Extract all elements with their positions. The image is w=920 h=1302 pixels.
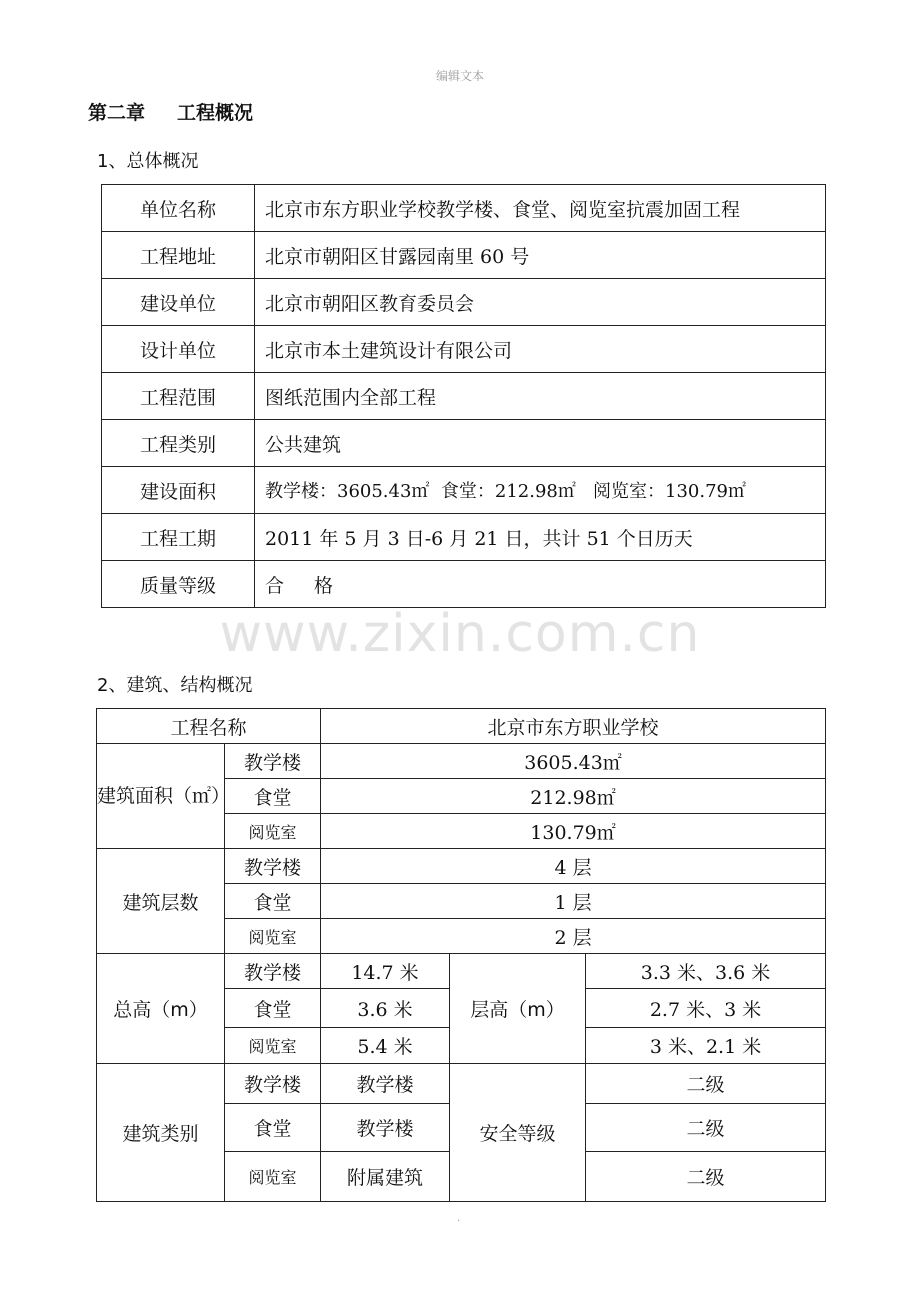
structure-table	[96, 708, 826, 1202]
table-row	[102, 279, 826, 326]
building-name: 教学楼	[225, 954, 321, 989]
building-name: 阅览室	[225, 814, 321, 849]
table-row	[102, 420, 826, 467]
total-height-value: 14.7 米	[321, 954, 450, 989]
site-watermark: www.zixin.com.cn	[219, 604, 701, 664]
building-name: 教学楼	[225, 1064, 321, 1104]
total-height-value: 5.4 米	[321, 1028, 450, 1064]
building-name: 阅览室	[225, 919, 321, 954]
table-row	[102, 373, 826, 420]
safety-grade-value: 二级	[586, 1104, 826, 1152]
floor-height-value: 3.3 米、3.6 米	[586, 954, 826, 989]
project-name-value: 北京市东方职业学校	[321, 709, 826, 744]
floor-height-label: 层高（m）	[450, 954, 586, 1064]
area-group-label: 建筑面积（㎡）	[97, 744, 225, 849]
building-name: 食堂	[225, 884, 321, 919]
floors-group-label: 建筑层数	[97, 849, 225, 954]
building-name: 阅览室	[225, 1028, 321, 1064]
table-row	[102, 467, 826, 514]
section-heading-structure: 2、建筑、结构概况	[97, 675, 253, 696]
table-row	[102, 514, 826, 561]
chapter-title: 工程概况	[177, 102, 254, 124]
row-value: 北京市本土建筑设计有限公司	[255, 326, 826, 373]
building-name: 阅览室	[225, 1152, 321, 1202]
row-label: 单位名称	[102, 185, 255, 232]
table-row	[102, 232, 826, 279]
row-label: 工程类别	[102, 420, 255, 467]
row-value: 教学楼：3605.43㎡ 食堂：212.98㎡ 阅览室：130.79㎡	[255, 467, 826, 514]
building-name: 食堂	[225, 1104, 321, 1152]
table-row	[102, 326, 826, 373]
row-label: 建设面积	[102, 467, 255, 514]
row-value: 北京市东方职业学校教学楼、食堂、阅览室抗震加固工程	[255, 185, 826, 232]
total-height-value: 3.6 米	[321, 989, 450, 1028]
row-value: 合 格	[255, 561, 826, 608]
building-name: 食堂	[225, 989, 321, 1028]
total-height-group-label: 总高（m）	[97, 954, 225, 1064]
section-heading-overview: 1、总体概况	[97, 151, 199, 172]
row-value: 北京市朝阳区教育委员会	[255, 279, 826, 326]
area-value: 3605.43㎡	[321, 744, 826, 779]
safety-grade-label: 安全等级	[450, 1064, 586, 1202]
building-name: 教学楼	[225, 849, 321, 884]
safety-grade-value: 二级	[586, 1064, 826, 1104]
row-value: 2011 年 5 月 3 日-6 月 21 日，共计 51 个日历天	[255, 514, 826, 561]
floor-height-value: 3 米、2.1 米	[586, 1028, 826, 1064]
row-label: 质量等级	[102, 561, 255, 608]
building-type-value: 附属建筑	[321, 1152, 450, 1202]
category-group-label: 建筑类别	[97, 1064, 225, 1202]
footer-mark: .	[457, 1213, 461, 1224]
safety-grade-value: 二级	[586, 1152, 826, 1202]
row-label: 工程工期	[102, 514, 255, 561]
table-row	[97, 709, 826, 744]
row-value: 公共建筑	[255, 420, 826, 467]
building-name: 教学楼	[225, 744, 321, 779]
building-type-value: 教学楼	[321, 1104, 450, 1152]
chapter-number: 第二章	[88, 102, 146, 124]
row-label: 设计单位	[102, 326, 255, 373]
floors-value: 1 层	[321, 884, 826, 919]
table-row	[102, 185, 826, 232]
chapter-heading	[88, 98, 253, 125]
overview-table	[101, 184, 826, 608]
building-name: 食堂	[225, 779, 321, 814]
floors-value: 4 层	[321, 849, 826, 884]
row-label: 建设单位	[102, 279, 255, 326]
row-label: 工程地址	[102, 232, 255, 279]
area-value: 212.98㎡	[321, 779, 826, 814]
table-row	[97, 954, 826, 989]
floor-height-value: 2.7 米、3 米	[586, 989, 826, 1028]
table-row	[97, 1064, 826, 1104]
project-name-label: 工程名称	[97, 709, 321, 744]
floors-value: 2 层	[321, 919, 826, 954]
row-value: 图纸范围内全部工程	[255, 373, 826, 420]
table-row	[102, 561, 826, 608]
table-row	[97, 744, 826, 779]
header-watermark-text: 编辑文本	[435, 69, 484, 83]
row-value: 北京市朝阳区甘露园南里 60 号	[255, 232, 826, 279]
area-value: 130.79㎡	[321, 814, 826, 849]
building-type-value: 教学楼	[321, 1064, 450, 1104]
table-row	[97, 849, 826, 884]
row-label: 工程范围	[102, 373, 255, 420]
